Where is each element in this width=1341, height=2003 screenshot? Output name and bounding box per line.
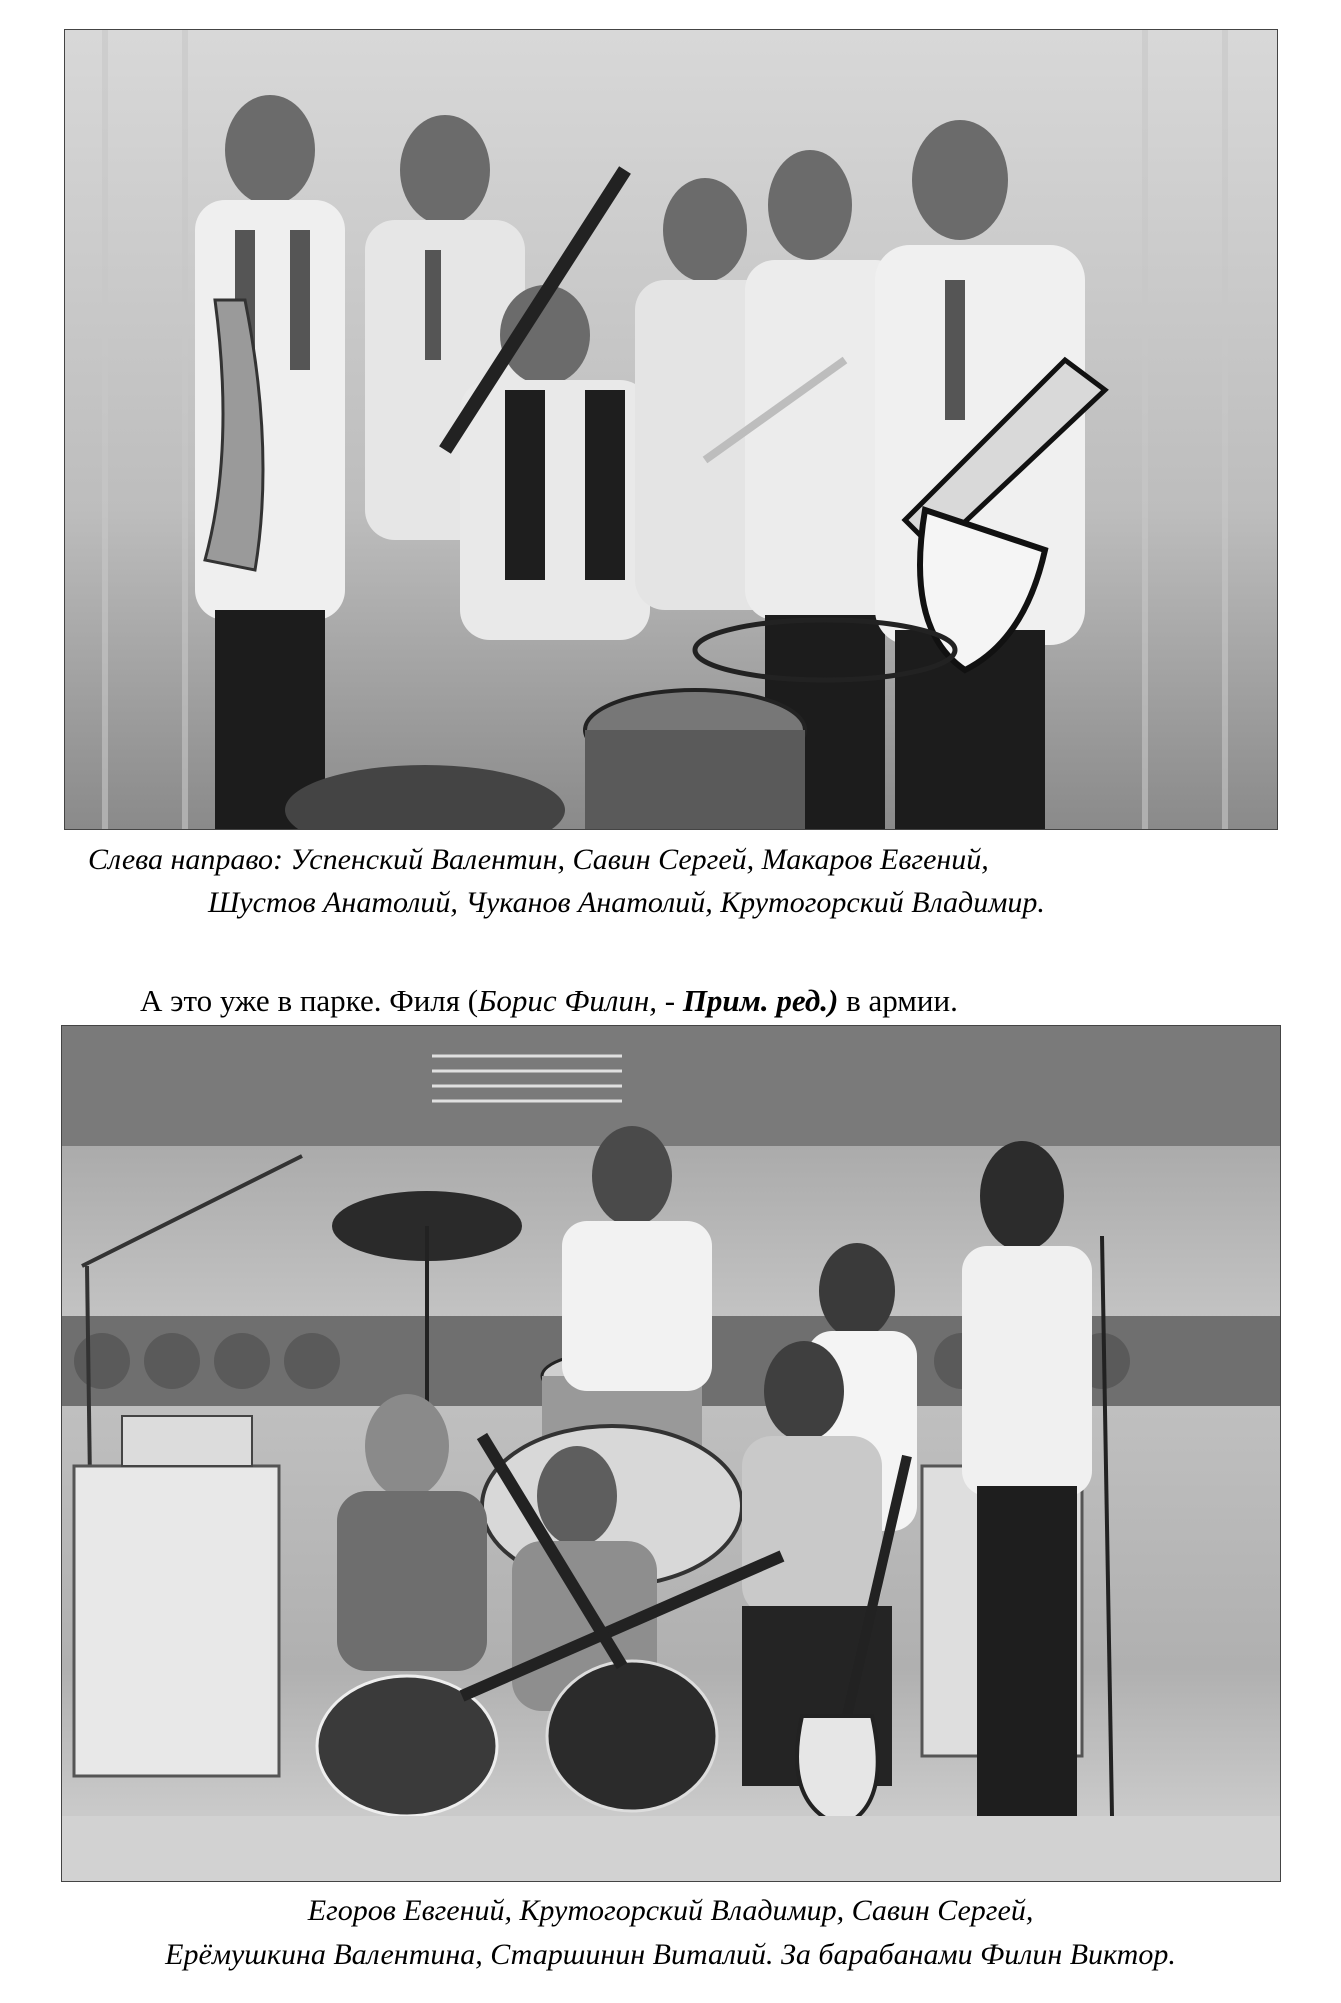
intro-text [140, 981, 958, 1021]
intro-part-2: Борис Филин, - [478, 983, 683, 1018]
caption-top-line-2: Шустов Анатолий, Чуканов Анатолий, Крутогорский Владимир. [208, 886, 1045, 919]
intro-editor-note: Прим. ред.) [682, 983, 839, 1018]
caption-top-line-1: Слева направо: Успенский Валентин, Савин Сергей, Макаров Евгений, [88, 843, 989, 876]
intro-part-4: в армии. [838, 983, 958, 1018]
photo-top-band [64, 29, 1278, 830]
intro-part-1: А это уже в парке. Филя ( [140, 983, 479, 1018]
photo-top-illustration [65, 30, 1277, 829]
caption-bottom-line-2: Ерёмушкина Валентина, Старшинин Виталий. За барабанами Филин Виктор. [165, 1938, 1176, 1971]
photo-bottom-illustration [62, 1026, 1280, 1881]
photo-bottom-band [61, 1025, 1281, 1882]
caption-bottom-line-1: Егоров Евгений, Крутогорский Владимир, Савин Сергей, [307, 1894, 1034, 1927]
